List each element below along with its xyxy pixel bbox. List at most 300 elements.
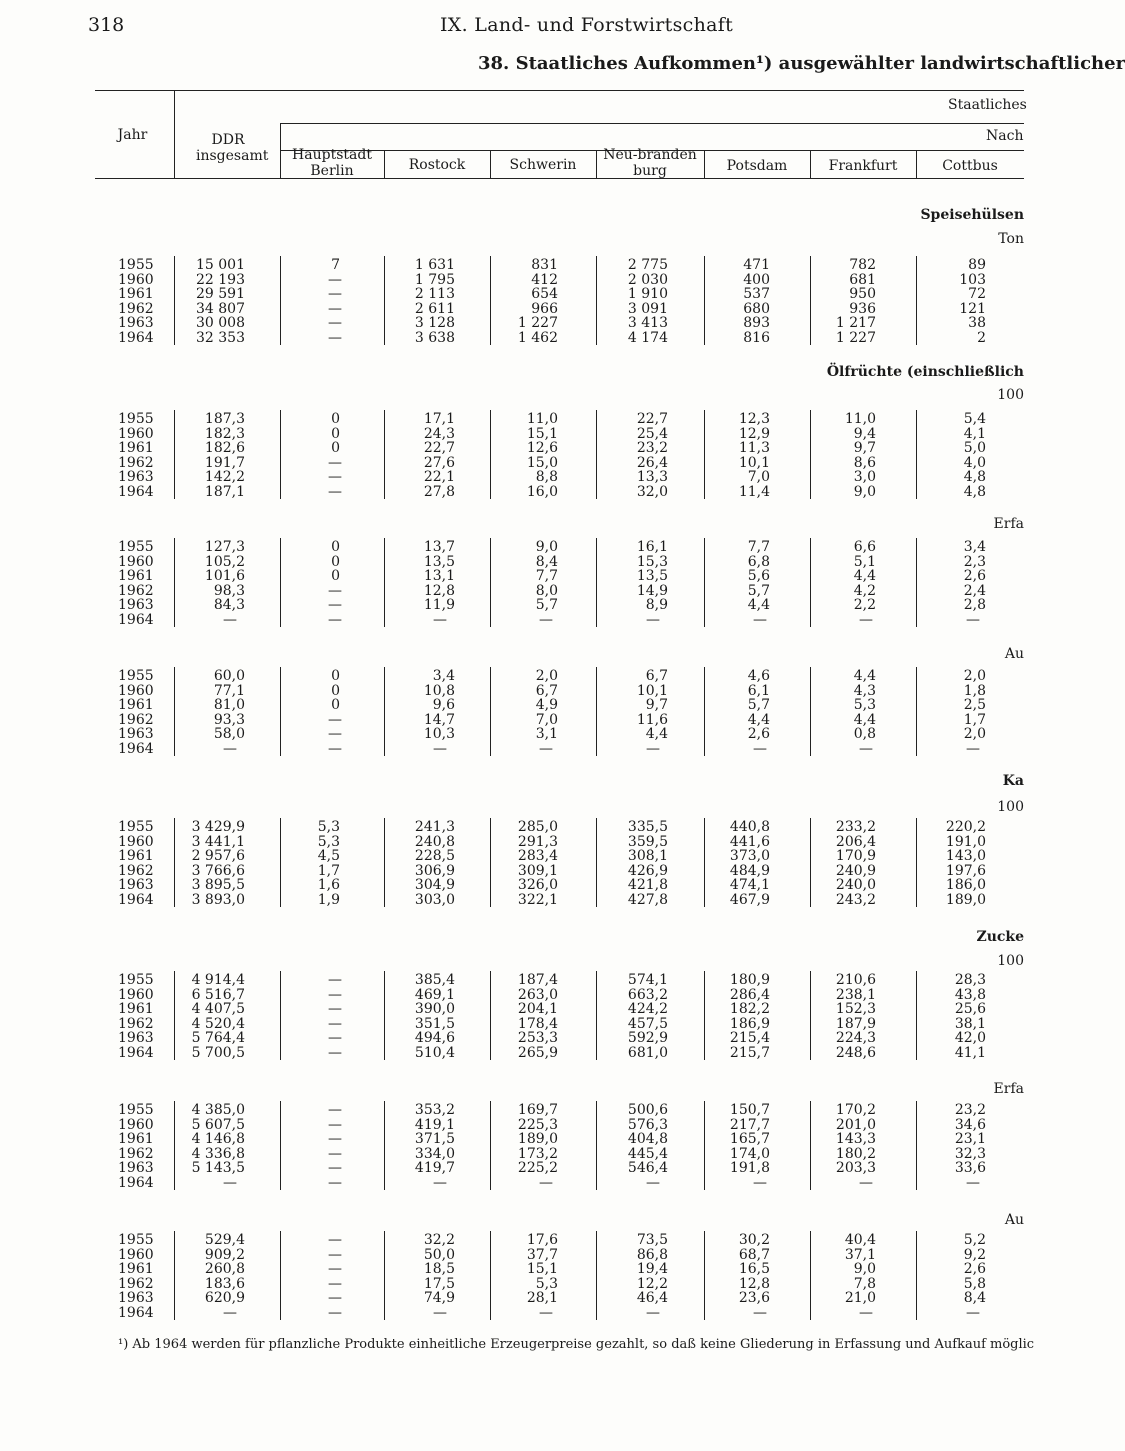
rostock-cell: 494,6 (414, 1030, 455, 1046)
year-cell: 1960 (118, 1246, 154, 1263)
year-cell: 1961 (118, 286, 154, 302)
year-cell: 1960 (118, 425, 154, 442)
neubrandenburg-cell: 3 091 (627, 300, 668, 317)
frankfurt-cell: 8,6 (853, 454, 876, 471)
year-cell: 1963 (118, 1160, 154, 1176)
neubrandenburg-cell: 23,2 (636, 440, 668, 456)
ddr-cell: 4 336,8 (191, 1145, 245, 1162)
year-cell: 1955 (118, 1102, 154, 1118)
schwerin-cell: 1 462 (517, 329, 558, 346)
neubrandenburg-cell: 404,8 (627, 1131, 668, 1147)
potsdam-cell: 484,9 (729, 862, 770, 879)
table-row (0, 258, 1024, 273)
frankfurt-cell: 170,2 (835, 1102, 876, 1118)
neubrandenburg-cell: 457,5 (627, 1015, 668, 1032)
ddr-cell: 6 516,7 (191, 986, 245, 1003)
potsdam-cell: 5,7 (747, 697, 770, 713)
rostock-cell: 390,0 (414, 1001, 455, 1017)
cottbus-cell: 2,0 (963, 668, 986, 684)
cottbus-cell: 4,8 (963, 469, 986, 485)
rostock-cell: 11,9 (423, 597, 455, 613)
year-cell: 1963 (118, 1290, 154, 1306)
potsdam-cell: 5,7 (747, 582, 770, 599)
frankfurt-cell: 37,1 (844, 1246, 876, 1263)
frankfurt-cell: 40,4 (844, 1232, 876, 1248)
cottbus-cell: 2,5 (963, 697, 986, 713)
header-ddr: DDR insgesamt (196, 132, 269, 164)
berlin-cell: 0 (331, 411, 340, 427)
neubrandenburg-cell: 663,2 (627, 986, 668, 1003)
table-row (0, 1031, 1024, 1046)
potsdam-cell: 23,6 (738, 1290, 770, 1306)
schwerin-cell: 8,0 (535, 582, 558, 599)
berlin-cell: — (328, 1232, 342, 1248)
cottbus-cell: 3,4 (963, 539, 986, 555)
schwerin-cell: 322,1 (517, 891, 558, 908)
neubrandenburg-cell: 25,4 (636, 425, 668, 442)
rostock-cell: 3 638 (414, 329, 455, 346)
year-cell: 1962 (118, 711, 154, 728)
neubrandenburg-cell: 15,3 (636, 553, 668, 570)
year-cell: 1955 (118, 819, 154, 835)
berlin-cell: — (328, 1116, 342, 1133)
schwerin-cell: 265,9 (517, 1044, 558, 1061)
berlin-cell: — (328, 1275, 342, 1292)
table-row (0, 820, 1024, 835)
section-unit: Ton (998, 231, 1024, 247)
ddr-cell: 93,3 (213, 711, 245, 728)
table-row (0, 1262, 1024, 1277)
header-col-divider (490, 150, 491, 178)
rostock-cell: 22,7 (423, 440, 455, 456)
neubrandenburg-cell: — (646, 611, 660, 628)
ddr-cell: 84,3 (213, 597, 245, 613)
cottbus-cell: 197,6 (945, 862, 986, 879)
frankfurt-cell: 240,9 (835, 862, 876, 879)
cottbus-cell: — (966, 1174, 980, 1191)
schwerin-cell: 15,0 (526, 454, 558, 471)
berlin-cell: — (328, 469, 342, 485)
schwerin-cell: 17,6 (526, 1232, 558, 1248)
rostock-cell: 1 631 (414, 257, 455, 273)
neubrandenburg-cell: 14,9 (636, 582, 668, 599)
year-cell: 1962 (118, 454, 154, 471)
header-col-divider (916, 150, 917, 178)
ddr-cell: 3 893,0 (191, 891, 245, 908)
year-cell: 1960 (118, 682, 154, 699)
berlin-cell: — (328, 972, 342, 988)
header-nach: Nach (986, 128, 1024, 144)
section-unit: 100 (997, 799, 1024, 815)
schwerin-cell: 187,4 (517, 972, 558, 988)
neubrandenburg-cell: 335,5 (627, 819, 668, 835)
rostock-cell: 27,8 (423, 483, 455, 500)
schwerin-cell: 173,2 (517, 1145, 558, 1162)
schwerin-cell: 6,7 (535, 682, 558, 699)
table-row (0, 1046, 1024, 1061)
potsdam-cell: 11,3 (738, 440, 770, 456)
ddr-cell: 3 441,1 (191, 833, 245, 850)
ddr-cell: 529,4 (204, 1232, 245, 1248)
potsdam-cell: 440,8 (729, 819, 770, 835)
neubrandenburg-cell: 22,7 (636, 411, 668, 427)
berlin-cell: — (328, 711, 342, 728)
table-row (0, 1233, 1024, 1248)
potsdam-cell: 680 (743, 300, 770, 317)
frankfurt-cell: 2,2 (853, 597, 876, 613)
berlin-cell: — (328, 1290, 342, 1306)
cottbus-cell: 2,8 (963, 597, 986, 613)
table-row (0, 1306, 1024, 1321)
rostock-cell: 24,3 (423, 425, 455, 442)
year-cell: 1962 (118, 1015, 154, 1032)
rostock-cell: 1 795 (414, 271, 455, 288)
schwerin-cell: 285,0 (517, 819, 558, 835)
schwerin-cell: 1 227 (517, 315, 558, 331)
header-potsdam: Potsdam (726, 158, 788, 174)
frankfurt-cell: 4,2 (853, 582, 876, 599)
neubrandenburg-cell: 308,1 (627, 848, 668, 864)
schwerin-cell: 309,1 (517, 862, 558, 879)
neubrandenburg-cell: 576,3 (627, 1116, 668, 1133)
rostock-cell: 14,7 (423, 711, 455, 728)
neubrandenburg-cell: 427,8 (627, 891, 668, 908)
ddr-cell: 4 520,4 (191, 1015, 245, 1032)
berlin-cell: — (328, 271, 342, 288)
ddr-cell: 182,6 (204, 440, 245, 456)
year-cell: 1964 (118, 329, 154, 346)
frankfurt-cell: 187,9 (835, 1015, 876, 1032)
cottbus-cell: 25,6 (954, 1001, 986, 1017)
neubrandenburg-cell: 424,2 (627, 1001, 668, 1017)
berlin-cell: — (328, 1131, 342, 1147)
neubrandenburg-cell: 500,6 (627, 1102, 668, 1118)
berlin-cell: 7 (331, 257, 340, 273)
frankfurt-cell: 206,4 (835, 833, 876, 850)
year-cell: 1964 (118, 611, 154, 628)
potsdam-cell: 4,6 (747, 668, 770, 684)
potsdam-cell: 12,8 (738, 1275, 770, 1292)
berlin-cell: 0 (331, 553, 340, 570)
frankfurt-cell: 5,1 (853, 553, 876, 570)
potsdam-cell: 215,7 (729, 1044, 770, 1061)
ddr-cell: 101,6 (204, 568, 245, 584)
potsdam-cell: 12,9 (738, 425, 770, 442)
schwerin-cell: 169,7 (517, 1102, 558, 1118)
year-cell: 1962 (118, 862, 154, 879)
berlin-cell: — (328, 300, 342, 317)
section-unit: 100 (997, 953, 1024, 969)
ddr-cell: 5 143,5 (191, 1160, 245, 1176)
year-cell: 1960 (118, 986, 154, 1003)
frankfurt-cell: 203,3 (835, 1160, 876, 1176)
cottbus-cell: 43,8 (954, 986, 986, 1003)
cottbus-cell: 34,6 (954, 1116, 986, 1133)
cottbus-cell: — (966, 740, 980, 757)
rostock-cell: — (433, 1174, 447, 1191)
neubrandenburg-cell: — (646, 1174, 660, 1191)
table-row (0, 698, 1024, 713)
ddr-cell: 5 700,5 (191, 1044, 245, 1061)
header-schwerin: Schwerin (509, 157, 577, 173)
neubrandenburg-cell: 1 910 (627, 286, 668, 302)
header-col-divider (280, 123, 281, 178)
neubrandenburg-cell: 32,0 (636, 483, 668, 500)
potsdam-cell: 12,3 (738, 411, 770, 427)
table-row (0, 1002, 1024, 1017)
frankfurt-cell: 5,3 (853, 697, 876, 713)
cottbus-cell: — (966, 611, 980, 628)
frankfurt-cell: 0,8 (853, 726, 876, 742)
potsdam-cell: 165,7 (729, 1131, 770, 1147)
potsdam-cell: 471 (743, 257, 770, 273)
potsdam-cell: 217,7 (729, 1116, 770, 1133)
neubrandenburg-cell: 2 775 (627, 257, 668, 273)
schwerin-cell: — (539, 611, 553, 628)
header-neubrandenburg: Neu-brandenburg (603, 147, 697, 179)
ddr-cell: 77,1 (213, 682, 245, 699)
year-cell: 1963 (118, 877, 154, 893)
rostock-cell: 50,0 (423, 1246, 455, 1263)
frankfurt-cell: 9,0 (853, 483, 876, 500)
year-cell: 1962 (118, 1145, 154, 1162)
berlin-cell: — (328, 726, 342, 742)
frankfurt-cell: 4,4 (853, 668, 876, 684)
potsdam-cell: 11,4 (738, 483, 770, 500)
frankfurt-cell: 224,3 (835, 1030, 876, 1046)
cottbus-cell: 5,8 (963, 1275, 986, 1292)
table-row (0, 613, 1024, 628)
year-cell: 1963 (118, 1030, 154, 1046)
berlin-cell: — (328, 1304, 342, 1321)
frankfurt-cell: 936 (849, 300, 876, 317)
berlin-cell: — (328, 1160, 342, 1176)
berlin-cell: — (328, 1261, 342, 1277)
ddr-cell: 30 008 (196, 315, 245, 331)
potsdam-cell: 182,2 (729, 1001, 770, 1017)
rostock-cell: 385,4 (414, 972, 455, 988)
ddr-cell: 2 957,6 (191, 848, 245, 864)
year-cell: 1964 (118, 483, 154, 500)
schwerin-cell: 189,0 (517, 1131, 558, 1147)
schwerin-cell: 2,0 (535, 668, 558, 684)
header-cottbus: Cottbus (942, 158, 998, 174)
berlin-cell: — (328, 740, 342, 757)
ddr-cell: 3 895,5 (191, 877, 245, 893)
berlin-cell: 5,3 (317, 819, 340, 835)
potsdam-cell: 150,7 (729, 1102, 770, 1118)
frankfurt-cell: 238,1 (835, 986, 876, 1003)
header-col-divider (704, 150, 705, 178)
berlin-cell: — (328, 1015, 342, 1032)
table-row (0, 316, 1024, 331)
rostock-cell: — (433, 1304, 447, 1321)
potsdam-cell: 68,7 (738, 1246, 770, 1263)
ddr-cell: 183,6 (204, 1275, 245, 1292)
table-row (0, 742, 1024, 757)
potsdam-cell: 4,4 (747, 597, 770, 613)
frankfurt-cell: — (859, 740, 873, 757)
schwerin-cell: — (539, 1304, 553, 1321)
berlin-cell: — (328, 483, 342, 500)
table-title: 38. Staatliches Aufkommen¹) ausgewählter landwirtschaftlicher (478, 53, 1125, 74)
cottbus-cell: 121 (959, 300, 986, 317)
schwerin-cell: 966 (531, 300, 558, 317)
year-cell: 1961 (118, 1131, 154, 1147)
frankfurt-cell: 9,4 (853, 425, 876, 442)
year-cell: 1963 (118, 315, 154, 331)
neubrandenburg-cell: 426,9 (627, 862, 668, 879)
year-cell: 1960 (118, 1116, 154, 1133)
potsdam-cell: 441,6 (729, 833, 770, 850)
footnote: ¹) Ab 1964 werden für pflanzliche Produkte einheitliche Erzeugerpreise gezahlt, so daß keine Gliederung in Erfassung und Aufkauf möglic (118, 1337, 1035, 1352)
neubrandenburg-cell: 574,1 (627, 972, 668, 988)
potsdam-cell: 6,1 (747, 682, 770, 699)
ddr-cell: 81,0 (213, 697, 245, 713)
table-row (0, 893, 1024, 908)
rostock-cell: 22,1 (423, 469, 455, 485)
year-cell: 1961 (118, 697, 154, 713)
neubrandenburg-cell: 26,4 (636, 454, 668, 471)
cottbus-cell: 38,1 (954, 1015, 986, 1032)
schwerin-cell: 37,7 (526, 1246, 558, 1263)
year-cell: 1962 (118, 1275, 154, 1292)
cottbus-cell: 5,4 (963, 411, 986, 427)
berlin-cell: — (328, 315, 342, 331)
schwerin-cell: 291,3 (517, 833, 558, 850)
berlin-cell: 1,6 (317, 877, 340, 893)
ddr-cell: — (223, 740, 237, 757)
cottbus-cell: 9,2 (963, 1246, 986, 1263)
year-cell: 1960 (118, 833, 154, 850)
cottbus-cell: 2,4 (963, 582, 986, 599)
rostock-cell: 353,2 (414, 1102, 455, 1118)
neubrandenburg-cell: 6,7 (645, 668, 668, 684)
table-row (0, 287, 1024, 302)
berlin-cell: 0 (331, 697, 340, 713)
section-title: Zucke (976, 929, 1024, 945)
ddr-cell: 29 591 (196, 286, 245, 302)
rostock-cell: 334,0 (414, 1145, 455, 1162)
cottbus-cell: 23,1 (954, 1131, 986, 1147)
frankfurt-cell: — (859, 611, 873, 628)
ddr-cell: 187,1 (204, 483, 245, 500)
rostock-cell: 9,6 (432, 697, 455, 713)
potsdam-cell: 467,9 (729, 891, 770, 908)
neubrandenburg-cell: 19,4 (636, 1261, 668, 1277)
header-staatliches: Staatliches (948, 97, 1027, 113)
rostock-cell: 419,1 (414, 1116, 455, 1133)
cottbus-cell: 41,1 (954, 1044, 986, 1061)
frankfurt-cell: 1 217 (835, 315, 876, 331)
table-row (0, 669, 1024, 684)
rostock-cell: 306,9 (414, 862, 455, 879)
rostock-cell: 18,5 (423, 1261, 455, 1277)
schwerin-cell: 253,3 (517, 1030, 558, 1046)
berlin-cell: — (328, 454, 342, 471)
berlin-cell: — (328, 986, 342, 1003)
berlin-cell: 0 (331, 440, 340, 456)
potsdam-cell: — (753, 740, 767, 757)
schwerin-cell: 225,2 (517, 1160, 558, 1176)
frankfurt-cell: 7,8 (853, 1275, 876, 1292)
section-unit: Au (1004, 646, 1024, 662)
rostock-cell: 32,2 (423, 1232, 455, 1248)
frankfurt-cell: 681 (849, 271, 876, 288)
table-row (0, 973, 1024, 988)
cottbus-cell: 28,3 (954, 972, 986, 988)
berlin-cell: 0 (331, 425, 340, 442)
frankfurt-cell: 11,0 (844, 411, 876, 427)
table-row (0, 441, 1024, 456)
frankfurt-cell: 233,2 (835, 819, 876, 835)
potsdam-cell: 816 (743, 329, 770, 346)
year-cell: 1963 (118, 726, 154, 742)
year-cell: 1961 (118, 1001, 154, 1017)
ddr-cell: 34 807 (196, 300, 245, 317)
berlin-cell: 0 (331, 568, 340, 584)
cottbus-cell: 23,2 (954, 1102, 986, 1118)
frankfurt-cell: 143,3 (835, 1131, 876, 1147)
ddr-cell: 4 385,0 (191, 1102, 245, 1118)
frankfurt-cell: 3,0 (853, 469, 876, 485)
frankfurt-cell: 180,2 (835, 1145, 876, 1162)
table-row (0, 1176, 1024, 1191)
running-head: IX. Land- und Forstwirtschaft (440, 14, 734, 36)
schwerin-cell: 326,0 (517, 877, 558, 893)
potsdam-cell: 373,0 (729, 848, 770, 864)
cottbus-cell: 4,8 (963, 483, 986, 500)
rostock-cell: 3 128 (414, 315, 455, 331)
table-row (0, 878, 1024, 893)
header-top-rule (95, 90, 1024, 91)
schwerin-cell: 5,3 (535, 1275, 558, 1292)
year-cell: 1961 (118, 568, 154, 584)
schwerin-cell: 15,1 (526, 1261, 558, 1277)
header-mid-rule (280, 123, 1024, 124)
frankfurt-cell: 201,0 (835, 1116, 876, 1133)
table-row (0, 412, 1024, 427)
ddr-cell: 620,9 (204, 1290, 245, 1306)
ddr-cell: 105,2 (204, 553, 245, 570)
cottbus-cell: 42,0 (954, 1030, 986, 1046)
rostock-cell: 510,4 (414, 1044, 455, 1061)
cottbus-cell: 8,4 (963, 1290, 986, 1306)
neubrandenburg-cell: 3 413 (627, 315, 668, 331)
cottbus-cell: 38 (968, 315, 986, 331)
schwerin-cell: 831 (531, 257, 558, 273)
frankfurt-cell: 6,6 (853, 539, 876, 555)
frankfurt-cell: 950 (849, 286, 876, 302)
ddr-cell: 32 353 (196, 329, 245, 346)
rostock-cell: 13,1 (423, 568, 455, 584)
neubrandenburg-cell: 86,8 (636, 1246, 668, 1263)
table-row (0, 331, 1024, 346)
potsdam-cell: 6,8 (747, 553, 770, 570)
ddr-cell: 909,2 (204, 1246, 245, 1263)
schwerin-cell: 263,0 (517, 986, 558, 1003)
year-cell: 1964 (118, 1304, 154, 1321)
frankfurt-cell: 248,6 (835, 1044, 876, 1061)
year-cell: 1955 (118, 539, 154, 555)
ddr-cell: 4 914,4 (191, 972, 245, 988)
table-row (0, 540, 1024, 555)
table-row (0, 727, 1024, 742)
cottbus-cell: 5,0 (963, 440, 986, 456)
frankfurt-cell: — (859, 1304, 873, 1321)
year-cell: 1955 (118, 1232, 154, 1248)
cottbus-cell: 103 (959, 271, 986, 288)
